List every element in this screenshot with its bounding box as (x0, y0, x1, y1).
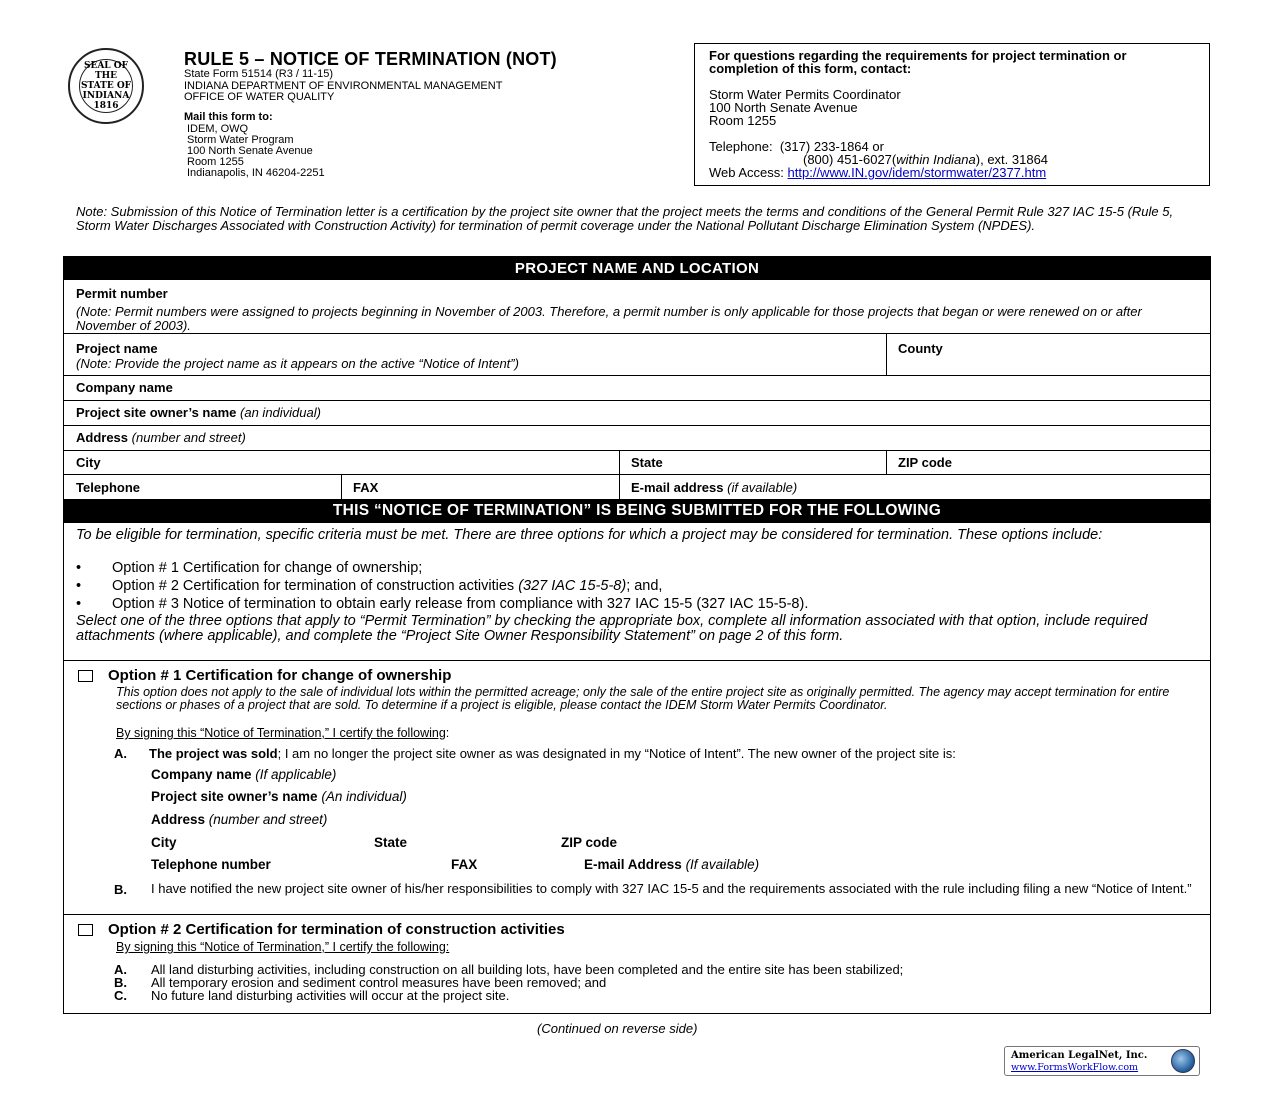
section-project-name-location-heading: PROJECT NAME AND LOCATION (64, 257, 1210, 280)
contact-line: 100 North Senate Avenue (709, 100, 858, 115)
bullet-option-2 (112, 578, 662, 594)
mail-line: 100 North Senate Avenue (187, 145, 313, 157)
option-1-title: Option # 1 Certification for change of ownership (108, 667, 452, 684)
option-1-a-bold: The project was sold (149, 746, 278, 761)
mail-address (187, 124, 325, 179)
new-zip-label[interactable]: ZIP code (561, 835, 618, 850)
phone-1: (317) 233-1864 or (779, 139, 884, 154)
city-label: City (76, 455, 101, 470)
new-fax-label[interactable]: FAX (451, 857, 478, 872)
bullet-option-2-end: ; and, (626, 578, 663, 594)
new-company-label: Company name (151, 767, 252, 782)
option-2-b-letter: B. (114, 975, 127, 990)
form-id: State Form 51514 (R3 / 11-15) (184, 68, 333, 80)
option-1-a-statement (149, 746, 956, 761)
option-1-b-letter: B. (114, 882, 127, 897)
city-field[interactable] (64, 451, 619, 474)
county-label: County (898, 341, 943, 356)
option-1-a-text: ; I am no longer the project site owner as was designated in my “Notice of Intent”. The new owner of the project site is: (277, 746, 956, 761)
option-2-a-letter: A. (114, 962, 127, 977)
bullet-option-2-text: Option # 2 Certification for termination of construction activities (112, 578, 515, 594)
project-name-field[interactable] (64, 334, 886, 375)
option-1-certify-colon: : (445, 726, 450, 740)
option-2-b-text: All temporary erosion and sediment control measures have been removed; and (151, 975, 607, 990)
telephone-field[interactable] (64, 475, 341, 499)
bullet-dot: • (76, 578, 82, 594)
new-owner-name-note: (An individual) (321, 789, 407, 804)
web-link[interactable]: http://www.IN.gov/idem/stormwater/2377.htm (787, 165, 1047, 180)
option-2-title: Option # 2 Certification for termination of construction activities (108, 921, 565, 938)
permit-number-note: (Note: Permit numbers were assigned to projects beginning in November of 2003. Therefore, a permit number is only applicable for those projects that began or were renewed on or after November of 2003). (76, 304, 1142, 333)
owner-name-note: (an individual) (240, 405, 321, 420)
project-name-label: Project name (76, 341, 158, 356)
termination-note: Note: Submission of this Notice of Termination letter is a certification by the project site owner that the project meets the terms and conditions of the General Permit Rule 327 IAC 15-5 (Rule 5, Storm Water Discharges Associated with Construction Activity) for termination of permit coverage under the National Pollutant Discharge Elimination System (NPDES). (76, 204, 1174, 233)
department: INDIANA DEPARTMENT OF ENVIRONMENTAL MANAGEMENT (184, 79, 503, 92)
contact-phone-2: (800) 451-6027(within Indiana), ext. 31864 (803, 152, 1049, 167)
permit-number-label: Permit number (76, 286, 168, 301)
new-email-row[interactable] (584, 857, 759, 872)
bullet-dot: • (76, 596, 82, 612)
new-owner-company-row[interactable] (151, 767, 336, 782)
company-name-label: Company name (76, 380, 173, 395)
logo-name: American LegalNet, Inc. (1011, 1050, 1148, 1061)
phone-2-note: within Indiana (896, 152, 976, 167)
mail-line: IDEM, OWQ (187, 123, 249, 135)
phone-2-ext: , ext. 31864 (980, 152, 1049, 167)
bullet-option-3: Option # 3 Notice of termination to obtain early release from compliance with 327 IAC 15-5 (327 IAC 15-5-8). (112, 596, 809, 612)
section-submission-heading: THIS “NOTICE OF TERMINATION” IS BEING SUBMITTED FOR THE FOLLOWING (64, 499, 1210, 523)
mail-label: Mail this form to: (184, 111, 273, 123)
option-1-checkbox[interactable] (78, 670, 93, 682)
new-owner-address-row[interactable] (151, 812, 327, 827)
project-name-note: (Note: Provide the project name as it appears on the active “Notice of Intent”) (76, 356, 519, 371)
option-2-certify: By signing this “Notice of Termination,” I certify the following: (116, 940, 450, 954)
mail-line: Indianapolis, IN 46204-2251 (187, 167, 325, 179)
contact-web (709, 166, 1195, 179)
fax-label: FAX (353, 480, 379, 495)
new-owner-name-label: Project site owner’s name (151, 789, 318, 804)
form-title: RULE 5 – NOTICE OF TERMINATION (NOT) (184, 49, 557, 69)
contact-question: For questions regarding the requirements for project termination or completion of this form, contact: (709, 48, 1127, 76)
notice-form (63, 256, 1211, 1014)
phone-2: (800) 451-6027 (803, 152, 892, 167)
owner-name-label: Project site owner’s name (76, 405, 237, 420)
new-state-label[interactable]: State (374, 835, 408, 850)
continued-note: (Continued on reverse side) (537, 1021, 698, 1036)
owner-name-field[interactable] (64, 401, 1210, 425)
state-field[interactable] (620, 451, 886, 474)
office: OFFICE OF WATER QUALITY (184, 91, 335, 103)
option-1-b-text: I have notified the new project site owner of his/her responsibilities to comply with 327 IAC 15-5 and the requirements associated with the rule including filing a new “Notice of Intent.” (151, 881, 1192, 896)
web-label: Web Access: (709, 165, 784, 180)
option-2-a-text: All land disturbing activities, including construction on all building lots, have been completed and the entire site has been stabilized; (151, 962, 904, 977)
contact-line: Room 1255 (709, 113, 777, 128)
contact-box (694, 43, 1210, 186)
option-1-description: This option does not apply to the sale of individual lots within the permitted acreage; only the sale of the entire project site as originally permitted. The agency may accept termination for entire sections or phases of a project that are sold. To determine if a project is eligible, please contact the IDEM Storm Water Permits Coordinator. (116, 685, 1170, 712)
option-1-certify-text: By signing this “Notice of Termination,” I certify the following (116, 726, 446, 740)
select-instructions: Select one of the three options that apply to “Permit Termination” by checking the appropriate box, complete all information associated with that option, include required attachments (where applicable), and complete the “Project Site Owner Responsibility Statement” on page 2 of this form. (76, 613, 1148, 644)
bullet-option-1: Option # 1 Certification for change of ownership; (112, 560, 423, 576)
new-address-note: (number and street) (208, 812, 328, 827)
option-2-c-text: No future land disturbing activities will occur at the project site. (151, 988, 510, 1003)
address-field[interactable] (64, 426, 1210, 450)
email-label: E-mail address (631, 480, 724, 495)
state-seal (68, 48, 144, 124)
option-2-checkbox[interactable] (78, 924, 93, 936)
new-city-label[interactable]: City (151, 835, 177, 850)
mail-line: Storm Water Program (187, 134, 294, 146)
county-field[interactable] (887, 334, 1211, 375)
bullet-option-2-ref: (327 IAC 15-5-8) (518, 578, 627, 594)
new-owner-name-row[interactable] (151, 789, 407, 804)
new-company-note: (If applicable) (255, 767, 337, 782)
option-1-a-letter: A. (114, 746, 127, 761)
header-info (184, 69, 502, 104)
seal-text: SEAL OF THE STATE OF INDIANA 1816 (80, 61, 132, 111)
new-email-note: (If available) (685, 857, 760, 872)
new-address-label: Address (151, 812, 206, 827)
email-field[interactable] (620, 475, 1211, 499)
address-note: (number and street) (131, 430, 246, 445)
company-name-field[interactable] (64, 376, 1210, 400)
logo-url[interactable]: www.FormsWorkFlow.com (1011, 1062, 1139, 1073)
permit-number-field[interactable] (64, 283, 1210, 333)
address-label: Address (76, 430, 129, 445)
mail-line: Room 1255 (187, 156, 244, 168)
email-note: (if available) (727, 480, 798, 495)
new-telephone-label[interactable]: Telephone number (151, 857, 271, 872)
option-1-certify (116, 727, 1196, 740)
american-legalnet-logo[interactable] (1004, 1046, 1200, 1076)
globe-icon (1171, 1049, 1195, 1073)
telephone-label: Telephone (76, 480, 141, 495)
zip-field[interactable] (887, 451, 1211, 474)
zip-label: ZIP code (898, 455, 952, 470)
contact-line: Storm Water Permits Coordinator (709, 87, 901, 102)
bullet-dot: • (76, 560, 82, 576)
phone-label: Telephone: (709, 139, 773, 154)
fax-field[interactable] (342, 475, 619, 499)
option-2-c-letter: C. (114, 988, 127, 1003)
eligibility-intro: To be eligible for termination, specific criteria must be met. There are three options for which a project may be considered for termination. These options include: (76, 527, 1103, 543)
new-email-label: E-mail Address (584, 857, 682, 872)
state-label: State (631, 455, 663, 470)
